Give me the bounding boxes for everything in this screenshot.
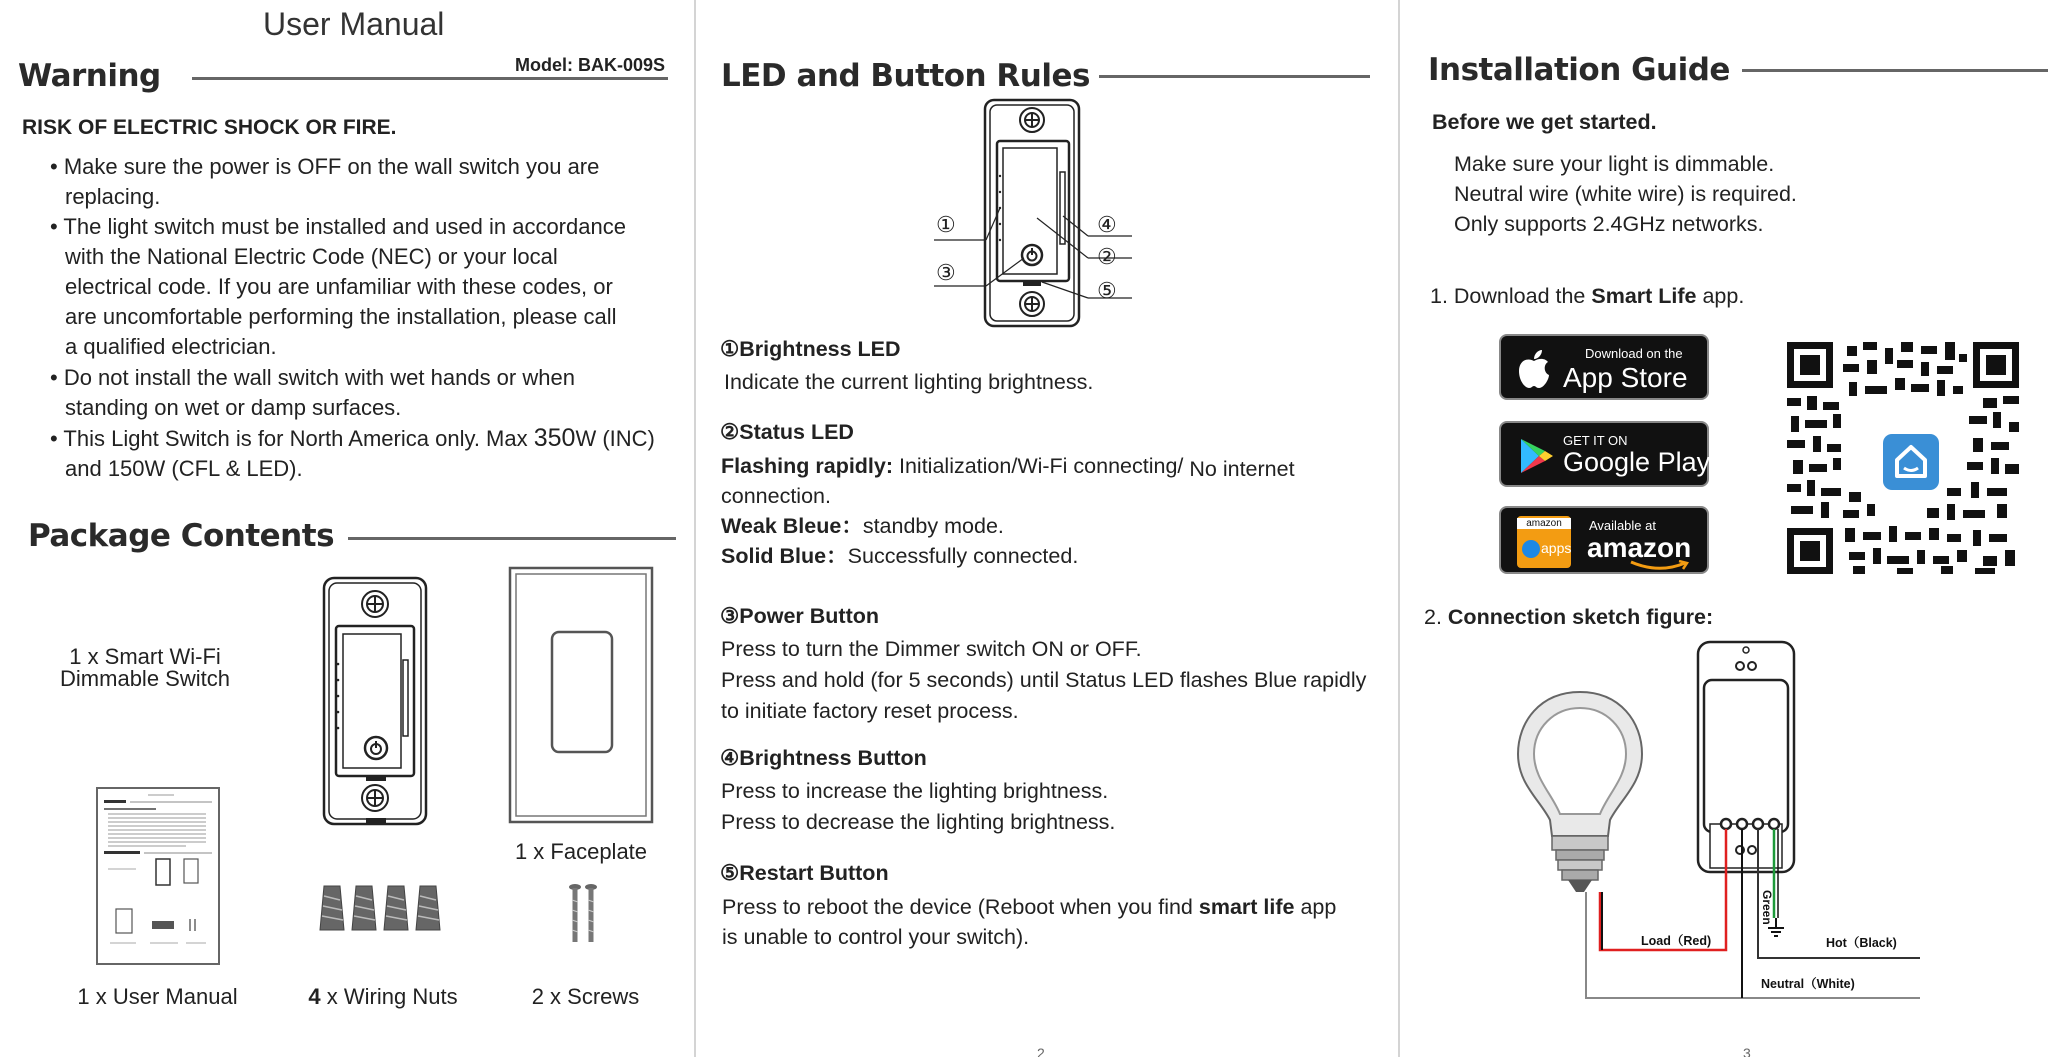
wire-label-green: Green [1760, 890, 1774, 925]
status-led-flashing-cont: connection. [721, 484, 831, 508]
power-button-line-1: Press to turn the Dimmer switch ON or OFF. [721, 637, 1142, 661]
page-number-3: 3 [1743, 1045, 1751, 1057]
power-button-line-2: Press and hold (for 5 seconds) until Status LED flashes Blue rapidly [721, 668, 1367, 692]
warning-bullet-1: • Make sure the power is OFF on the wall switch you are replacing. [50, 154, 600, 209]
restart-button-line-2: is unable to control your switch). [722, 925, 1030, 949]
switch-label: 1 x Smart Wi-Fi Dimmable Switch [60, 644, 230, 691]
page-number-2: 2 [1037, 1045, 1045, 1057]
led-button-rules-heading: LED and Button Rules [721, 58, 1090, 94]
amazon-appstore-badge[interactable]: amazon apps Available at amazon [1499, 506, 1709, 574]
brightness-led-title: ①Brightness LED [720, 337, 901, 361]
faceplate-label: 1 x Faceplate [514, 839, 648, 864]
page-divider-1 [694, 0, 696, 1057]
screws-illustration [563, 882, 603, 944]
before-we-start: Before we get started. [1432, 110, 1657, 134]
brightness-led-text: Indicate the current lighting brightness. [724, 370, 1094, 394]
status-led-flashing: Flashing rapidly: Initialization/Wi-Fi connecting/ No internet [721, 454, 1295, 481]
callout-1: ① [936, 212, 956, 237]
callout-4: ④ [1097, 212, 1117, 237]
risk-warning: RISK OF ELECTRIC SHOCK OR FIRE. [22, 116, 397, 139]
warning-bullet-3: • Do not install the wall switch with wet hands or when standing on wet or damp surfaces. [50, 365, 575, 420]
model-number: Model: BAK-009S [515, 55, 666, 75]
brightness-button-line-1: Press to increase the lighting brightness. [721, 779, 1109, 803]
requirement-3: Only supports 2.4GHz networks. [1454, 212, 1764, 236]
warning-bullet-2: • The light switch must be installed and used in accordance with the National Electric Code (NEC) or your local electrical code. If you are unfamiliar with these codes, or are uncomfortable performing the installation, please call a qualified electrician. [50, 214, 626, 359]
apple-icon [1517, 349, 1551, 389]
power-button-title: ③Power Button [720, 604, 880, 628]
manual-title: User Manual [263, 6, 445, 42]
wiring-nuts-label: 4 x Wiring Nuts [308, 984, 458, 1009]
amazon-smile-icon [1629, 560, 1689, 572]
installation-rule [1742, 69, 2048, 72]
qr-code[interactable] [1787, 342, 2019, 574]
restart-button-line-1: Press to reboot the device (Reboot when you find smart life app [722, 895, 1337, 919]
status-led-title: ②Status LED [720, 420, 854, 444]
callout-5: ⑤ [1097, 278, 1117, 303]
led-rules-rule [1099, 75, 1370, 78]
step-2-connection: 2. Connection sketch figure: [1424, 605, 1714, 629]
wire-label-load: Load（Red) [1641, 934, 1712, 948]
user-manual-label: 1 x User Manual [77, 984, 238, 1009]
requirement-1: Make sure your light is dimmable. [1454, 152, 1775, 176]
installation-guide-heading: Installation Guide [1428, 52, 1730, 88]
requirement-2: Neutral wire (white wire) is required. [1454, 182, 1797, 206]
status-led-weak: Weak Bleue：standby mode. [721, 514, 1004, 538]
google-play-icon [1519, 437, 1555, 475]
warning-rule [192, 77, 668, 80]
step-1-download: 1. Download the Smart Life app. [1430, 284, 1745, 308]
app-store-badge[interactable]: Download on the App Store [1499, 334, 1709, 400]
wire-label-neutral: Neutral（White) [1761, 977, 1855, 991]
restart-button-title: ⑤Restart Button [720, 861, 889, 885]
brightness-button-title: ④Brightness Button [720, 746, 927, 770]
google-play-badge[interactable]: GET IT ON Google Play [1499, 421, 1709, 487]
connection-sketch [1510, 638, 1930, 1010]
package-rule [348, 537, 676, 540]
callout-2: ② [1097, 244, 1117, 269]
power-button-line-3: to initiate factory reset process. [721, 699, 1019, 723]
faceplate-illustration [508, 566, 654, 824]
status-led-solid: Solid Blue：Successfully connected. [721, 544, 1079, 568]
screws-label: 2 x Screws [531, 984, 640, 1009]
warning-heading: Warning [18, 58, 161, 94]
brightness-button-line-2: Press to decrease the lighting brightness. [721, 810, 1116, 834]
user-manual-thumbnail [96, 787, 220, 965]
wire-label-hot: Hot（Black) [1826, 936, 1897, 950]
smart-switch-illustration [320, 576, 430, 826]
wiring-nuts-illustration [318, 880, 444, 938]
amazon-apps-icon: amazon apps [1517, 516, 1571, 568]
warning-bullet-4: • This Light Switch is for North America only. Max 350W (INC) and 150W (CFL & LED). [50, 424, 655, 481]
page-divider-2 [1398, 0, 1400, 1057]
callout-3: ③ [936, 260, 956, 285]
package-contents-heading: Package Contents [28, 518, 335, 554]
